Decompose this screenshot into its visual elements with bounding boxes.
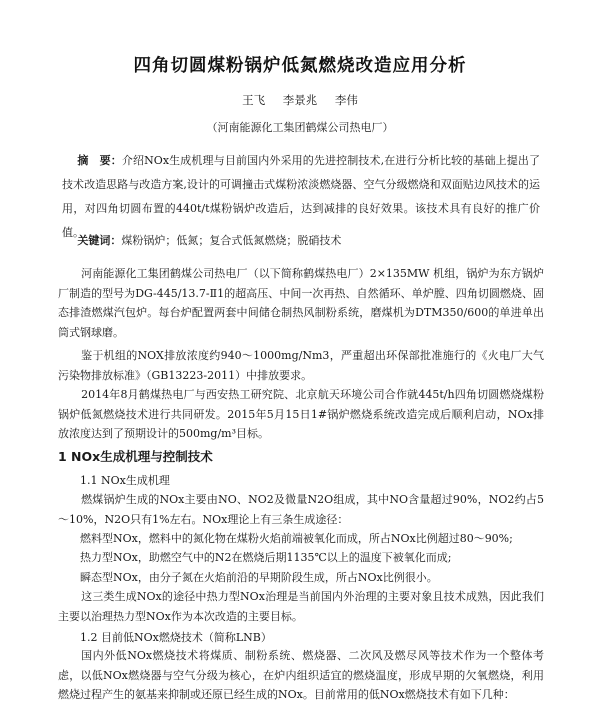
body-paragraph: 燃煤锅炉生成的NOx主要由NO、NO2及微量N2O组成，其中NO含量超过90%，NO2约占5～10%，N2O只有1%左右。NOx理论上有三条生成途径：	[58, 493, 544, 526]
abstract-label: 摘 要：	[77, 154, 122, 167]
section-heading: 1 NOx生成机理与控制技术	[58, 449, 213, 464]
abstract-text: 介绍NOx生成机理与目前国内外采用的先进控制技术,在进行分析比较的基础上提出了技术改造思路与改造方案,设计的可调撞击式煤粉浓淡燃烧器、空气分级燃烧和双面贴边风技术的运用，对四角切圆布置的440t/t煤粉锅炉改造后，达到减排的良好效果。该技术具有良好的推广价值。	[62, 154, 541, 239]
keywords-label: 关键词：	[77, 234, 122, 247]
nox-type-thermal: 热力型NOx，助燃空气中的N2在燃烧后期1135℃以上的温度下被氧化而成;	[80, 551, 452, 564]
author-list	[0, 92, 600, 108]
body-paragraph: 2014年8月鹤煤热电厂与西安热工研究院、北京航天环境公司合作就445t/h四角切圆燃烧煤粉锅炉低氮燃烧技术进行共同研发。2015年5月15日1#锅炉燃烧系统改造完成后顺利启动，NOx排放浓度达到了预期设计的500mg/m³目标。	[58, 388, 544, 440]
body-paragraph: 河南能源化工集团鹤煤公司热电厂（以下简称鹤煤热电厂）2×135MW 机组，锅炉为东方锅炉厂制造的型号为DG-445/13.7-Ⅱ1的超高压、中间一次再热、自然循环、单炉膛、四角切圆燃烧、固态排渣燃煤汽包炉。每台炉配置两套中间储仓制热风制粉系统，磨煤机为DTM350/600的单进单出筒式钢球磨。	[58, 267, 544, 339]
nox-type-prompt: 瞬态型NOx，由分子氮在火焰前沿的早期阶段生成，所占NOx比例很小。	[80, 571, 438, 584]
body-paragraph: 国内外低NOx燃烧技术将煤质、制粉系统、燃烧器、二次风及燃尽风等技术作为一个整体考虑，以低NOx燃烧器与空气分级为核心，在炉内组织适宜的燃烧温度，形成早期的欠氧燃烧，利用燃烧过程产生的氨基来抑制或还原已经生成的NOx。目前常用的低NOx燃烧技术有如下几种：	[58, 649, 544, 701]
nox-type-fuel: 燃料型NOx，燃料中的氮化物在煤粉火焰前端被氧化而成，所占NOx比例超过80～90%;	[80, 532, 513, 545]
keywords-text: 煤粉锅炉；低氮；复合式低氮燃烧；脱硝技术	[121, 234, 342, 247]
body-paragraph: 这三类生成NOx的途径中热力型NOx治理是当前国内外治理的主要对象且技术成熟，因此我们主要以治理热力型NOx作为本次改造的主要目标。	[58, 590, 544, 623]
body-paragraph: 鉴于机组的NOX排放浓度约940～1000mg/Nm3，严重超出环保部批准施行的《火电厂大气污染物排放标准》（GB13223-2011）中排放要求。	[58, 349, 544, 382]
author-name: 李伟	[334, 93, 358, 107]
keywords	[62, 231, 540, 251]
affiliation: （河南能源化工集团鹤煤公司热电厂）	[206, 121, 394, 134]
author-name: 王飞	[242, 93, 266, 107]
paper-title: 四角切圆煤粉锅炉低氮燃烧改造应用分析	[133, 56, 467, 76]
subsection-heading: 1.2 目前低NOx燃烧技术（简称LNB）	[80, 631, 272, 644]
author-name: 李景兆	[282, 93, 318, 107]
subsection-heading: 1.1 NOx生成机理	[80, 474, 170, 487]
